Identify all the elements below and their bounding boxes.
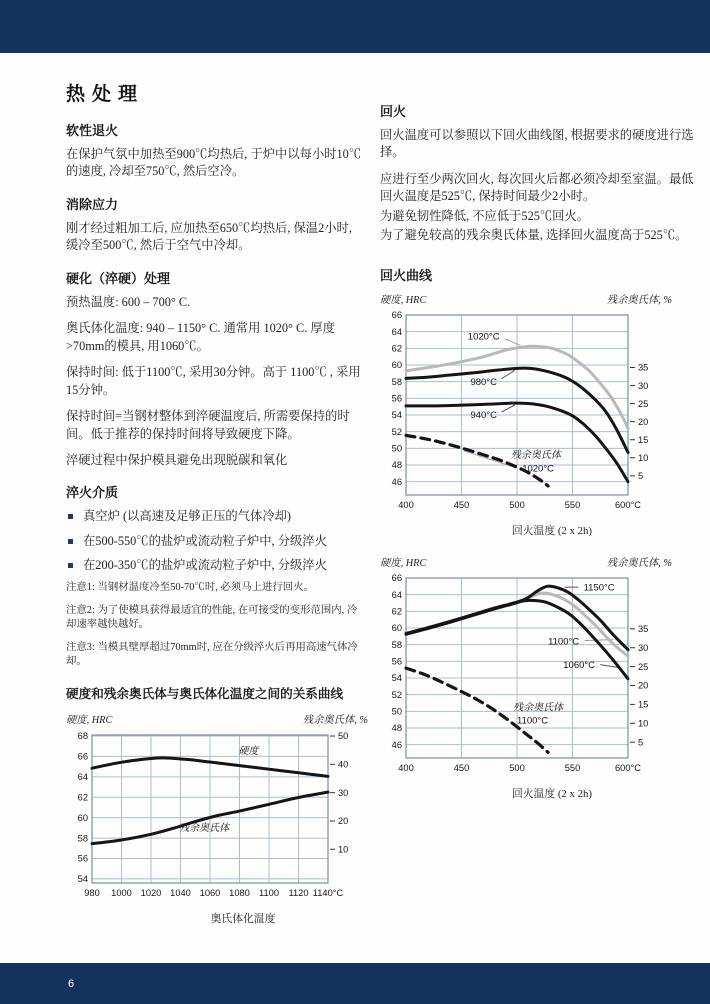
chart-canvas [380,308,696,522]
list-item-text: 真空炉 (以高速及足够正压的气体冷却) [83,509,292,524]
svg-text:15: 15 [638,699,649,710]
left-axis-title: 硬度, HRC [66,715,113,727]
svg-text:68: 68 [77,731,88,742]
paragraph: 在保护气氛中加热至900℃均热后, 于炉中以每小时10℃的速度, 冷却至750℃, 然后空冷。 [66,147,362,179]
svg-text:1040: 1040 [170,888,191,899]
quenching-media-list [66,508,364,574]
svg-text:56: 56 [391,393,402,404]
svg-text:20: 20 [338,816,349,827]
svg-text:10: 10 [638,452,649,463]
section-heading-soft-annealing: 软性退火 [66,123,119,138]
svg-text:62: 62 [391,606,402,617]
svg-text:60: 60 [391,622,402,633]
chart-hardness-vs-austenitizing-temp [66,711,368,926]
chart-axis-titles [66,711,368,726]
note-1: 注意1: 当钢材温度冷至50-70℃时, 必须马上进行回火。 [66,582,314,594]
svg-text:30: 30 [638,642,649,653]
page-number: 6 [68,977,75,990]
section-heading-tempering-curves: 回火曲线 [380,267,433,283]
svg-text:30: 30 [638,380,649,391]
paragraph: 预热温度: 600 – 700° C. [66,294,191,309]
top-banner [0,0,710,53]
svg-text:1060°C: 1060°C [563,659,596,671]
left-column [66,75,368,932]
svg-text:25: 25 [638,398,649,409]
svg-text:残余奥氏体: 残余奥氏体 [179,823,230,835]
svg-text:52: 52 [391,426,402,437]
svg-text:35: 35 [638,362,649,373]
list-item [66,533,364,550]
svg-text:980: 980 [84,888,100,899]
chart-axis-titles [380,291,672,306]
svg-text:1120: 1120 [288,888,309,899]
svg-text:58: 58 [77,833,88,844]
right-axis-title: 残余奥氏体, % [606,557,672,569]
chart-canvas [66,728,364,910]
svg-text:66: 66 [391,572,402,583]
page-content [0,53,710,932]
svg-text:1150°C: 1150°C [583,582,615,594]
svg-text:66: 66 [77,752,88,763]
svg-text:66: 66 [391,309,402,320]
svg-text:46: 46 [391,739,402,750]
right-column [380,75,696,932]
svg-text:残余奥氏体: 残余奥氏体 [510,449,561,461]
svg-text:450: 450 [453,762,470,773]
svg-text:残余奥氏体: 残余奥氏体 [513,702,564,714]
svg-text:62: 62 [77,792,88,803]
svg-text:50: 50 [338,731,349,742]
paragraph: 奥氏体化温度: 940 – 1150° C. 通常用 1020° C. 厚度>70mm的模具, 用1060℃。 [66,321,335,353]
svg-text:1100°C: 1100°C [516,715,549,727]
svg-text:1060: 1060 [199,888,221,899]
right-axis-title: 残余奥氏体, % [606,294,672,306]
paragraph: 为了避免较高的残余奥氏体量, 选择回火温度高于525℃。 [380,228,688,243]
list-item [66,508,364,525]
x-axis-title: 奥氏体化温度 [210,913,276,926]
page-title: 热处理 [66,84,145,105]
svg-text:64: 64 [77,772,88,783]
paragraph: 为避免韧性降低, 不应低于525℃回火。 [380,208,590,223]
svg-text:5: 5 [638,737,644,748]
chart-heading-hardness-austenite: 硬度和残余奥氏体与奥氏体化温度之间的关系曲线 [66,686,344,701]
svg-text:58: 58 [391,376,402,387]
svg-text:58: 58 [391,639,402,650]
bottom-banner [0,963,710,1004]
svg-text:60: 60 [391,359,402,370]
chart-canvas [380,571,696,785]
tempering-chart-2 [380,554,696,801]
svg-text:1020°C: 1020°C [522,463,554,475]
bullet-square-icon [68,539,73,544]
svg-text:1100: 1100 [259,888,279,899]
svg-text:50: 50 [391,443,402,454]
paragraph: 淬硬过程中保护模具避免出现脱碳和氧化 [66,452,288,467]
section-heading-hardening: 硬化（淬硬）处理 [66,270,171,286]
tempering-chart-1 [380,291,696,538]
svg-text:5: 5 [638,470,644,481]
svg-text:1000: 1000 [111,888,132,899]
svg-text:52: 52 [391,689,402,700]
svg-text:940°C: 940°C [470,409,497,421]
svg-text:20: 20 [638,680,649,691]
svg-text:64: 64 [391,589,402,600]
paragraph: 应进行至少两次回火, 每次回火后都必须冷却至室温。最低回火温度是525℃, 保持时间最少2小时。 [380,171,694,204]
svg-text:10: 10 [638,718,649,729]
chart-axis-titles [380,554,672,569]
svg-text:54: 54 [391,409,402,420]
svg-text:20: 20 [638,416,649,427]
svg-text:56: 56 [391,656,402,667]
svg-text:600°C: 600°C [615,762,641,773]
svg-text:400: 400 [398,762,414,773]
paragraph: 保持时间=当钢材整体到淬硬温度后, 所需要保持的时间。低于推荐的保持时间将导致硬度下降。 [66,409,350,441]
svg-text:500: 500 [509,499,525,510]
svg-text:56: 56 [77,854,88,865]
svg-text:1080: 1080 [229,888,250,899]
list-item-text: 在200-350℃的盐炉或流动粒子炉中, 分级淬火 [83,557,327,572]
note-3: 注意3: 当模具壁厚超过70mm时, 应在分级淬火后再用高速气体冷却。 [66,641,358,668]
left-axis-title: 硬度, HRC [380,557,427,569]
svg-text:1020°C: 1020°C [467,331,500,343]
svg-text:10: 10 [338,845,349,856]
note-2: 注意2: 为了使模具获得最适宜的性能, 在可接受的变形范围内, 冷却速率越快越好。 [66,604,358,631]
list-item [66,557,364,574]
svg-text:48: 48 [391,722,402,733]
svg-text:550: 550 [564,499,581,510]
svg-text:35: 35 [638,623,649,634]
svg-text:1020: 1020 [140,888,162,899]
svg-text:62: 62 [391,343,402,354]
x-axis-title: 回火温度 (2 x 2h) [511,787,593,800]
section-heading-stress-relieving: 消除应力 [66,196,119,212]
svg-text:60: 60 [77,813,88,824]
svg-text:30: 30 [338,788,349,799]
x-axis-title: 回火温度 (2 x 2h) [511,524,593,537]
svg-text:25: 25 [638,661,649,672]
svg-text:46: 46 [391,476,402,487]
left-axis-title: 硬度, HRC [380,294,427,306]
svg-text:400: 400 [398,499,414,510]
bullet-square-icon [68,514,73,519]
svg-text:54: 54 [77,874,88,885]
svg-text:450: 450 [453,499,470,510]
svg-text:980°C: 980°C [470,376,497,388]
svg-text:54: 54 [391,672,402,683]
list-item-text: 在500-550℃的盐炉或流动粒子炉中, 分级淬火 [83,533,327,548]
svg-text:40: 40 [338,760,349,771]
section-heading-tempering: 回火 [380,104,407,119]
svg-text:48: 48 [391,459,402,470]
bullet-square-icon [68,563,73,568]
svg-text:硬度: 硬度 [238,746,259,758]
paragraph: 保持时间: 低于1100℃, 采用30分钟。高于 1100℃ , 采用15分钟。 [66,365,361,397]
svg-text:500: 500 [509,762,525,773]
paragraph: 回火温度可以参照以下回火曲线图, 根据要求的硬度进行选择。 [380,128,694,160]
svg-text:1140°C: 1140°C [312,888,344,899]
svg-text:64: 64 [391,326,402,337]
right-axis-title: 残余奥氏体, % [302,715,368,727]
svg-text:15: 15 [638,434,649,445]
svg-text:1100°C: 1100°C [548,636,580,648]
svg-text:550: 550 [564,762,581,773]
svg-text:600°C: 600°C [615,499,641,510]
paragraph: 刚才经过粗加工后, 应加热至650℃均热后, 保温2小时, 缓冷至500℃, 然后于空气中冷却。 [66,220,352,253]
section-heading-quenching-media: 淬火介质 [66,485,119,501]
svg-text:50: 50 [391,706,402,717]
